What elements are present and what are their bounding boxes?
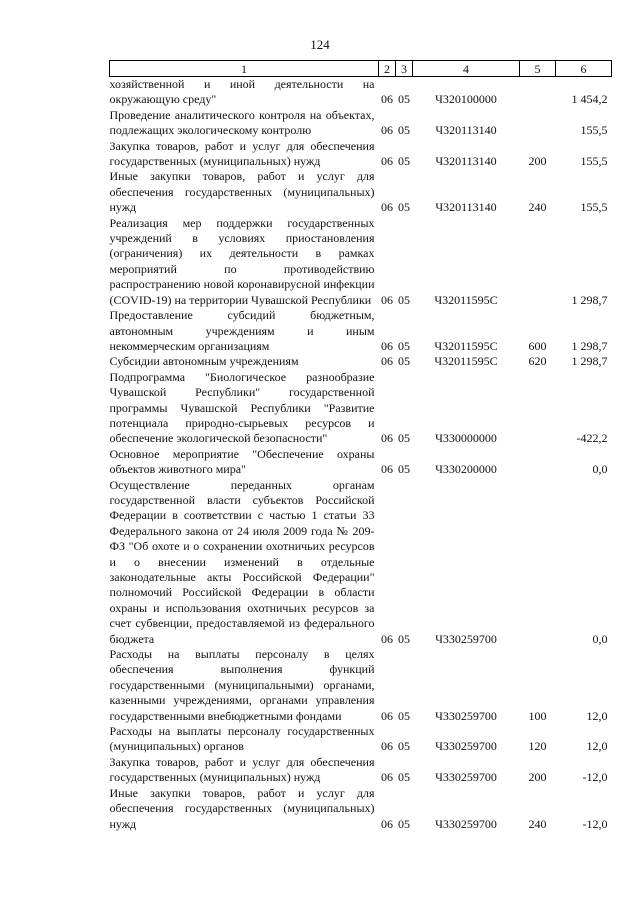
row-subsection: 05 <box>398 816 410 831</box>
row-name: Осуществление переданных органам государственной власти субъектов Российской Федерации в соответствии с частью 1 статьи 33 Федерального закона от 24 июля 2009 года № 209-ФЗ "Об охоте и о сохранении охотничьих ресурсов и о внесении изменений в отдельные законодательные акты Российской Федерации" полномочий Российской Федерации в области охраны и использования охотничьих ресурсов за счет субвенции, предоставляемой из федерального бюджета <box>109 477 375 646</box>
row-section: 06 <box>381 816 393 831</box>
table-row <box>110 447 612 478</box>
row-name: Проведение аналитического контроля на объектах, подлежащих экологическому контролю <box>109 107 375 138</box>
row-amount: 1 454,2 <box>571 92 608 107</box>
row-target-article: Ч320113140 <box>435 123 497 138</box>
row-name: Иные закупки товаров, работ и услуг для обеспечения государственных (муниципальных) нужд <box>109 785 375 831</box>
header-row <box>110 61 612 77</box>
table-row <box>110 724 612 755</box>
row-section: 06 <box>381 154 393 169</box>
row-amount: 155,5 <box>580 200 608 215</box>
budget-table <box>109 60 612 832</box>
col-header-section: 2 <box>379 61 396 77</box>
row-name: Подпрограмма "Биологическое разнообразие Чувашской Республики" государственной программы Чувашской Республики "Развитие потенциала природно-сырьевых ресурсов и обеспечение экологической безопасности" <box>109 369 375 446</box>
col-header-target-article: 4 <box>413 61 520 77</box>
row-subsection: 05 <box>398 631 410 646</box>
row-section: 06 <box>381 708 393 723</box>
row-section: 06 <box>381 123 393 138</box>
table-header <box>110 61 612 77</box>
row-subsection: 05 <box>398 292 410 307</box>
row-target-article: Ч330200000 <box>435 462 497 477</box>
row-subsection: 05 <box>398 92 410 107</box>
row-target-article: Ч32011595С <box>434 292 498 307</box>
table-row <box>110 216 612 308</box>
row-subsection: 05 <box>398 123 410 138</box>
col-header-amount: 6 <box>556 61 612 77</box>
row-expense-type: 600 <box>528 338 547 353</box>
row-name: Реализация мер поддержки государственных учреждений в условиях приостановления (ограничения) их деятельности в рамках мероприятий по противодействию распространению новой коронавирусной инфекции (COVID-19) на территории Чувашской Республики <box>109 215 375 307</box>
row-section: 06 <box>381 431 393 446</box>
row-target-article: Ч320113140 <box>435 154 497 169</box>
row-amount: 1 298,7 <box>571 292 608 307</box>
row-amount: 1 298,7 <box>571 354 608 369</box>
row-amount: 155,5 <box>580 123 608 138</box>
table-row <box>110 77 612 108</box>
row-expense-type: 200 <box>528 154 547 169</box>
row-amount: -422,2 <box>576 431 608 446</box>
row-expense-type: 100 <box>528 708 547 723</box>
row-name: Закупка товаров, работ и услуг для обеспечения государственных (муниципальных) нужд <box>109 138 375 169</box>
row-amount: 1 298,7 <box>571 338 608 353</box>
row-amount: 12,0 <box>586 739 608 754</box>
table-row <box>110 755 612 786</box>
row-expense-type <box>520 370 556 447</box>
row-name: хозяйственной и иной деятельности на окружающую среду" <box>109 77 375 107</box>
table-row <box>110 308 612 354</box>
row-section: 06 <box>381 631 393 646</box>
row-section: 06 <box>381 292 393 307</box>
table-row <box>110 478 612 647</box>
row-subsection: 05 <box>398 200 410 215</box>
table-row <box>110 354 612 369</box>
row-target-article: Ч330259700 <box>435 770 497 785</box>
row-section: 06 <box>381 739 393 754</box>
row-subsection: 05 <box>398 431 410 446</box>
table-body <box>110 77 612 832</box>
row-subsection: 05 <box>398 739 410 754</box>
table-row <box>110 786 612 832</box>
row-subsection: 05 <box>398 338 410 353</box>
row-section: 06 <box>381 770 393 785</box>
row-target-article: Ч330000000 <box>435 431 497 446</box>
row-expense-type: 240 <box>528 200 547 215</box>
row-amount: -12,0 <box>582 816 608 831</box>
row-target-article: Ч32011595С <box>434 338 498 353</box>
col-header-subsection: 3 <box>396 61 413 77</box>
row-subsection: 05 <box>398 708 410 723</box>
table-row <box>110 139 612 170</box>
row-amount: -12,0 <box>582 770 608 785</box>
row-expense-type: 200 <box>528 770 547 785</box>
row-amount: 12,0 <box>586 708 608 723</box>
row-section: 06 <box>381 354 393 369</box>
row-section: 06 <box>381 338 393 353</box>
row-section: 06 <box>381 92 393 107</box>
page-number: 124 <box>310 37 330 52</box>
row-amount: 0,0 <box>592 631 608 646</box>
row-section: 06 <box>381 462 393 477</box>
row-name: Расходы на выплаты персоналу в целях обеспечения выполнения функций государственными (муниципальными) органами, казенными учреждениями, органами управления государственными внебюджетными фондами <box>109 647 375 723</box>
row-target-article: Ч330259700 <box>435 816 497 831</box>
row-expense-type: 120 <box>528 739 547 754</box>
table-row <box>110 108 612 139</box>
table-row <box>110 647 612 724</box>
row-expense-type <box>520 216 556 308</box>
row-name: Предоставление субсидий бюджетным, автономным учреждениям и иным некоммерческим организациям <box>109 308 375 353</box>
row-target-article: Ч330259700 <box>435 708 497 723</box>
row-amount: 155,5 <box>580 154 608 169</box>
row-subsection: 05 <box>398 354 410 369</box>
row-name: Субсидии автономным учреждениям <box>109 354 299 369</box>
col-header-name: 1 <box>110 61 379 77</box>
row-name: Расходы на выплаты персоналу государственных (муниципальных) органов <box>109 724 375 754</box>
row-name: Иные закупки товаров, работ и услуг для обеспечения государственных (муниципальных) нужд <box>109 169 375 215</box>
row-expense-type <box>520 108 556 139</box>
table-row <box>110 370 612 447</box>
row-expense-type: 240 <box>528 816 547 831</box>
row-section: 06 <box>381 200 393 215</box>
row-expense-type: 620 <box>528 354 547 369</box>
row-name: Закупка товаров, работ и услуг для обеспечения государственных (муниципальных) нужд <box>109 754 375 785</box>
row-expense-type <box>520 478 556 647</box>
row-target-article: Ч330259700 <box>435 739 497 754</box>
row-target-article: Ч32011595С <box>434 354 498 369</box>
row-target-article: Ч330259700 <box>435 631 497 646</box>
row-subsection: 05 <box>398 154 410 169</box>
row-name: Основное мероприятие "Обеспечение охраны объектов животного мира" <box>109 446 375 477</box>
row-amount: 0,0 <box>592 462 608 477</box>
table-row <box>110 169 612 215</box>
row-target-article: Ч320100000 <box>435 92 497 107</box>
row-subsection: 05 <box>398 462 410 477</box>
row-target-article: Ч320113140 <box>435 200 497 215</box>
col-header-expense-type: 5 <box>520 61 556 77</box>
row-subsection: 05 <box>398 770 410 785</box>
row-expense-type <box>520 447 556 478</box>
row-expense-type <box>520 77 556 108</box>
